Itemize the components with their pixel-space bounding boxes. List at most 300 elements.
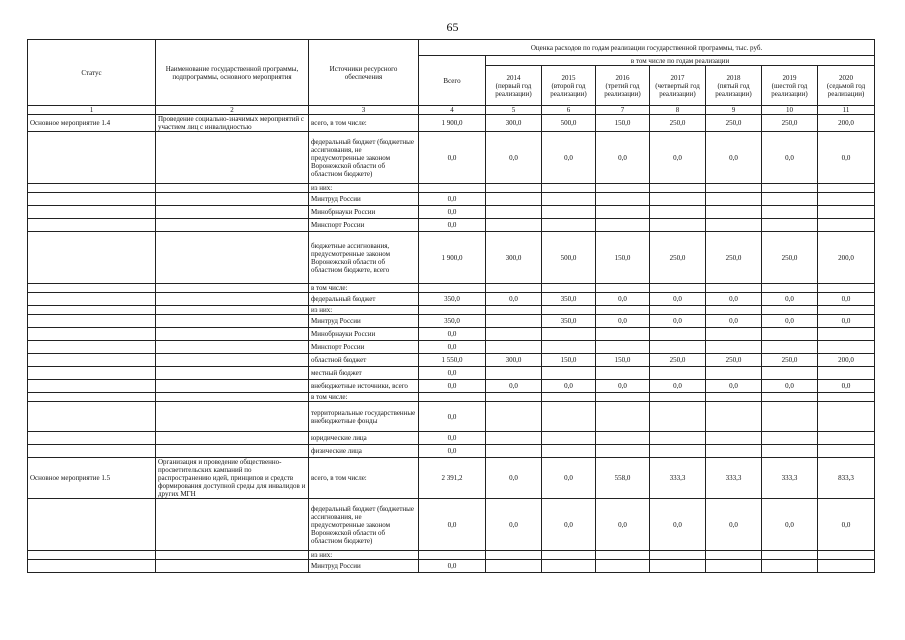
year-value-cell: 0,0 [762,499,818,551]
status-cell-continued [28,132,156,184]
year-value-cell [706,341,762,354]
year-value-cell [818,445,875,458]
table-row [28,219,875,232]
year-value-cell [650,206,706,219]
status-cell-continued [28,499,156,551]
year-value-cell: 0,0 [762,293,818,306]
year-value-cell [650,306,706,315]
total-value-cell [419,551,486,560]
year-value-cell: 0,0 [596,499,650,551]
year-value-cell: 333,3 [762,458,818,499]
total-value-cell [419,306,486,315]
status-cell-continued [28,219,156,232]
year-value-cell: 0,0 [762,132,818,184]
column-number: 3 [309,106,419,115]
table-row [28,393,875,402]
year-value-cell: 250,0 [650,115,706,132]
year-value-cell [762,341,818,354]
table-row [28,184,875,193]
status-cell-continued [28,402,156,432]
total-value-cell: 0,0 [419,499,486,551]
year-value-cell: 0,0 [542,380,596,393]
source-cell: Минобрнауки России [309,206,419,219]
table-row [28,306,875,315]
measure-name-continued [156,341,309,354]
year-value-cell: 0,0 [650,499,706,551]
total-value-cell: 1 900,0 [419,115,486,132]
year-value-cell [650,551,706,560]
header-year-2017 [650,66,706,106]
measure-name-continued [156,193,309,206]
year-value-cell [486,315,542,328]
year-value-cell: 0,0 [486,293,542,306]
year-value-cell: 300,0 [486,232,542,284]
total-value-cell: 0,0 [419,432,486,445]
total-value-cell [419,284,486,293]
year-value-cell [542,193,596,206]
year-number: 2019 [782,73,797,82]
status-cell: Основное мероприятие 1.5 [28,458,156,499]
year-value-cell: 200,0 [818,115,875,132]
measure-name-continued [156,284,309,293]
source-cell: Минспорт России [309,341,419,354]
year-value-cell [818,328,875,341]
status-cell-continued [28,367,156,380]
year-value-cell: 0,0 [706,380,762,393]
year-value-cell: 250,0 [706,232,762,284]
year-value-cell: 0,0 [596,132,650,184]
year-value-cell: 0,0 [486,458,542,499]
year-value-cell [596,284,650,293]
column-number: 4 [419,106,486,115]
year-value-cell: 250,0 [762,232,818,284]
year-value-cell [596,206,650,219]
measure-name-cell: Организация и проведение общественно-просветительских кампаний по распространению идей, принципов и средств формирования доступной среды для инвалидов и других МГН [156,458,309,499]
year-value-cell [596,184,650,193]
table-row [28,315,875,328]
year-value-cell [542,402,596,432]
source-cell: Минтруд России [309,560,419,573]
measure-name-continued [156,306,309,315]
year-number: 2016 [615,73,630,82]
year-value-cell [762,219,818,232]
year-value-cell [706,328,762,341]
status-cell-continued [28,315,156,328]
column-number: 2 [156,106,309,115]
year-value-cell: 350,0 [542,293,596,306]
year-value-cell [818,367,875,380]
column-number: 6 [542,106,596,115]
total-value-cell: 2 391,2 [419,458,486,499]
year-value-cell [706,219,762,232]
measure-name-continued [156,499,309,551]
year-value-cell [706,184,762,193]
year-value-cell [542,432,596,445]
column-number: 7 [596,106,650,115]
year-value-cell: 200,0 [818,232,875,284]
year-value-cell [818,206,875,219]
column-number: 5 [486,106,542,115]
year-value-cell [762,432,818,445]
year-value-cell [486,551,542,560]
year-value-cell [596,432,650,445]
header-status: Статус [28,40,156,106]
header-year-2018 [706,66,762,106]
year-value-cell: 558,0 [596,458,650,499]
year-value-cell [486,432,542,445]
source-cell: Минобрнауки России [309,328,419,341]
year-value-cell [542,560,596,573]
year-value-cell [818,219,875,232]
year-value-cell [542,306,596,315]
table-row [28,458,875,499]
year-value-cell: 500,0 [542,232,596,284]
table-row [28,432,875,445]
year-value-cell [542,284,596,293]
year-value-cell: 0,0 [706,499,762,551]
year-value-cell [596,393,650,402]
year-value-cell: 300,0 [486,354,542,367]
year-value-cell [818,306,875,315]
total-value-cell: 0,0 [419,328,486,341]
measure-name-continued [156,219,309,232]
source-cell: Минтруд России [309,315,419,328]
year-value-cell: 350,0 [542,315,596,328]
total-value-cell: 1 900,0 [419,232,486,284]
table-row [28,499,875,551]
year-value-cell: 0,0 [596,380,650,393]
table-row [28,341,875,354]
table-row [28,193,875,206]
year-value-cell: 0,0 [818,132,875,184]
header-year-2014 [486,66,542,106]
year-value-cell: 0,0 [650,315,706,328]
year-value-cell [542,184,596,193]
year-value-cell [650,328,706,341]
year-label: (шестой год реализации) [771,81,808,98]
year-value-cell [762,551,818,560]
year-value-cell [818,551,875,560]
year-value-cell [706,402,762,432]
source-cell: областной бюджет [309,354,419,367]
measure-name-continued [156,206,309,219]
year-value-cell: 0,0 [650,293,706,306]
year-value-cell [762,184,818,193]
year-value-cell: 0,0 [542,499,596,551]
total-value-cell: 350,0 [419,293,486,306]
year-value-cell [650,445,706,458]
year-value-cell [650,341,706,354]
year-value-cell [818,402,875,432]
source-cell: всего, в том числе: [309,115,419,132]
year-value-cell: 0,0 [542,458,596,499]
status-cell: Основное мероприятие 1.4 [28,115,156,132]
year-value-cell [596,328,650,341]
year-value-cell [818,184,875,193]
year-value-cell: 0,0 [706,132,762,184]
year-value-cell: 250,0 [706,115,762,132]
year-value-cell: 0,0 [818,293,875,306]
year-value-cell: 0,0 [596,293,650,306]
column-number: 10 [762,106,818,115]
measure-name-continued [156,354,309,367]
status-cell-continued [28,354,156,367]
year-value-cell [542,206,596,219]
year-value-cell [650,402,706,432]
year-value-cell: 0,0 [818,380,875,393]
year-value-cell [486,393,542,402]
year-value-cell: 250,0 [762,354,818,367]
status-cell-continued [28,380,156,393]
year-value-cell [486,193,542,206]
column-number: 8 [650,106,706,115]
table-row [28,402,875,432]
table-row [28,354,875,367]
year-value-cell [596,560,650,573]
table-row [28,367,875,380]
header-year-2016 [596,66,650,106]
year-label: (первый год реализации) [495,81,532,98]
measure-name-continued [156,380,309,393]
year-value-cell [706,206,762,219]
year-value-cell: 0,0 [706,315,762,328]
measure-name-continued [156,432,309,445]
year-value-cell: 0,0 [706,293,762,306]
source-cell: бюджетные ассигнования, предусмотренные законом Воронежской области об областном бюджете, всего [309,232,419,284]
source-cell: федеральный бюджет [309,293,419,306]
measure-name-continued [156,293,309,306]
table-row [28,206,875,219]
source-cell: федеральный бюджет (бюджетные ассигнования, не предусмотренные законом Воронежской области об областном бюджете) [309,499,419,551]
year-value-cell [762,193,818,206]
year-value-cell [542,445,596,458]
measure-name-continued [156,560,309,573]
table-row [28,380,875,393]
year-value-cell [762,306,818,315]
year-value-cell [762,402,818,432]
year-value-cell [762,206,818,219]
table-row [28,445,875,458]
year-value-cell: 333,3 [706,458,762,499]
total-value-cell [419,184,486,193]
year-value-cell [486,328,542,341]
year-value-cell [762,560,818,573]
year-value-cell [818,341,875,354]
year-value-cell [486,341,542,354]
year-value-cell [706,306,762,315]
year-value-cell [818,393,875,402]
header-year-2019 [762,66,818,106]
year-value-cell [486,306,542,315]
source-cell: в том числе: [309,393,419,402]
page-number: 65 [446,20,459,34]
year-value-cell [596,367,650,380]
year-value-cell [596,402,650,432]
year-value-cell [762,367,818,380]
measure-name-continued [156,184,309,193]
year-value-cell [762,393,818,402]
year-value-cell [650,284,706,293]
year-value-cell [542,328,596,341]
source-cell: из них: [309,551,419,560]
year-value-cell [486,367,542,380]
status-cell-continued [28,432,156,445]
measure-name-continued [156,445,309,458]
status-cell-continued [28,341,156,354]
year-value-cell: 0,0 [650,380,706,393]
year-value-cell [818,560,875,573]
year-value-cell: 300,0 [486,115,542,132]
status-cell-continued [28,184,156,193]
year-value-cell [542,219,596,232]
source-cell: в том числе: [309,284,419,293]
year-value-cell [596,306,650,315]
table-row [28,232,875,284]
year-value-cell [486,284,542,293]
year-value-cell: 0,0 [762,315,818,328]
total-value-cell: 0,0 [419,380,486,393]
column-number: 11 [818,106,875,115]
source-cell: физические лица [309,445,419,458]
table-row [28,551,875,560]
total-value-cell: 0,0 [419,560,486,573]
year-value-cell [706,432,762,445]
year-value-cell [706,193,762,206]
year-value-cell [542,551,596,560]
total-value-cell: 0,0 [419,402,486,432]
status-cell-continued [28,328,156,341]
measure-name-continued [156,132,309,184]
measure-name-continued [156,232,309,284]
year-value-cell [818,284,875,293]
header-by-years: в том числе по годам реализации [486,56,875,66]
status-cell-continued [28,293,156,306]
measure-name-continued [156,367,309,380]
year-value-cell [762,284,818,293]
year-label: (седьмой год реализации) [826,81,866,98]
total-value-cell: 0,0 [419,132,486,184]
table-row [28,328,875,341]
year-value-cell: 0,0 [596,315,650,328]
total-value-cell: 0,0 [419,193,486,206]
measure-name-continued [156,402,309,432]
year-value-cell [486,402,542,432]
year-value-cell [650,219,706,232]
year-value-cell: 500,0 [542,115,596,132]
year-value-cell: 0,0 [762,380,818,393]
year-value-cell [486,445,542,458]
measure-name-continued [156,315,309,328]
year-value-cell [596,193,650,206]
source-cell: внебюджетные источники, всего [309,380,419,393]
total-value-cell: 0,0 [419,341,486,354]
year-value-cell [650,367,706,380]
year-value-cell [650,393,706,402]
column-number: 9 [706,106,762,115]
year-value-cell [818,193,875,206]
status-cell-continued [28,193,156,206]
total-value-cell: 1 550,0 [419,354,486,367]
status-cell-continued [28,551,156,560]
measure-name-continued [156,393,309,402]
status-cell-continued [28,206,156,219]
header-estimate: Оценка расходов по годам реализации государственной программы, тыс. руб. [419,40,875,56]
source-cell: юридические лица [309,432,419,445]
year-value-cell [596,219,650,232]
year-value-cell [542,341,596,354]
year-label: (четвертый год реализации) [655,81,700,98]
year-value-cell: 0,0 [486,380,542,393]
year-value-cell [542,367,596,380]
year-value-cell: 0,0 [650,132,706,184]
year-number: 2020 [839,73,854,82]
year-value-cell [650,193,706,206]
source-cell: Минспорт России [309,219,419,232]
status-cell-continued [28,306,156,315]
year-value-cell [486,184,542,193]
header-total: Всего [419,56,486,106]
total-value-cell: 0,0 [419,219,486,232]
table-row [28,115,875,132]
status-cell-continued [28,232,156,284]
year-label: (третий год реализации) [604,81,641,98]
year-value-cell [650,432,706,445]
year-value-cell [596,445,650,458]
year-value-cell: 0,0 [818,315,875,328]
total-value-cell: 0,0 [419,206,486,219]
table-row [28,132,875,184]
budget-table [27,39,875,573]
year-value-cell: 333,3 [650,458,706,499]
year-value-cell: 250,0 [650,232,706,284]
status-cell-continued [28,393,156,402]
year-value-cell: 0,0 [486,499,542,551]
year-value-cell [762,328,818,341]
source-cell: Минтруд России [309,193,419,206]
header-name: Наименование государственной программы, подпрограммы, основного мероприятия [156,40,309,106]
year-value-cell: 250,0 [762,115,818,132]
year-value-cell [706,445,762,458]
year-number: 2014 [506,73,521,82]
year-number: 2017 [670,73,685,82]
source-cell: из них: [309,306,419,315]
year-value-cell: 250,0 [650,354,706,367]
year-value-cell: 200,0 [818,354,875,367]
total-value-cell: 0,0 [419,445,486,458]
year-value-cell: 833,3 [818,458,875,499]
year-value-cell [650,184,706,193]
year-label: (пятый год реализации) [715,81,752,98]
table-row [28,284,875,293]
year-value-cell: 150,0 [596,354,650,367]
column-number: 1 [28,106,156,115]
source-cell: всего, в том числе: [309,458,419,499]
status-cell-continued [28,445,156,458]
header-year-2020 [818,66,875,106]
measure-name-cell: Проведение социально-значимых мероприятий с участием лиц с инвалидностью [156,115,309,132]
year-value-cell [486,219,542,232]
year-number: 2015 [561,73,576,82]
year-value-cell [706,560,762,573]
year-value-cell [706,393,762,402]
year-value-cell: 0,0 [818,499,875,551]
year-value-cell [486,560,542,573]
year-value-cell [650,560,706,573]
year-value-cell [486,206,542,219]
header-sources: Источники ресурсного обеспечения [309,40,419,106]
year-value-cell [542,393,596,402]
source-cell: территориальные государственные внебюджетные фонды [309,402,419,432]
